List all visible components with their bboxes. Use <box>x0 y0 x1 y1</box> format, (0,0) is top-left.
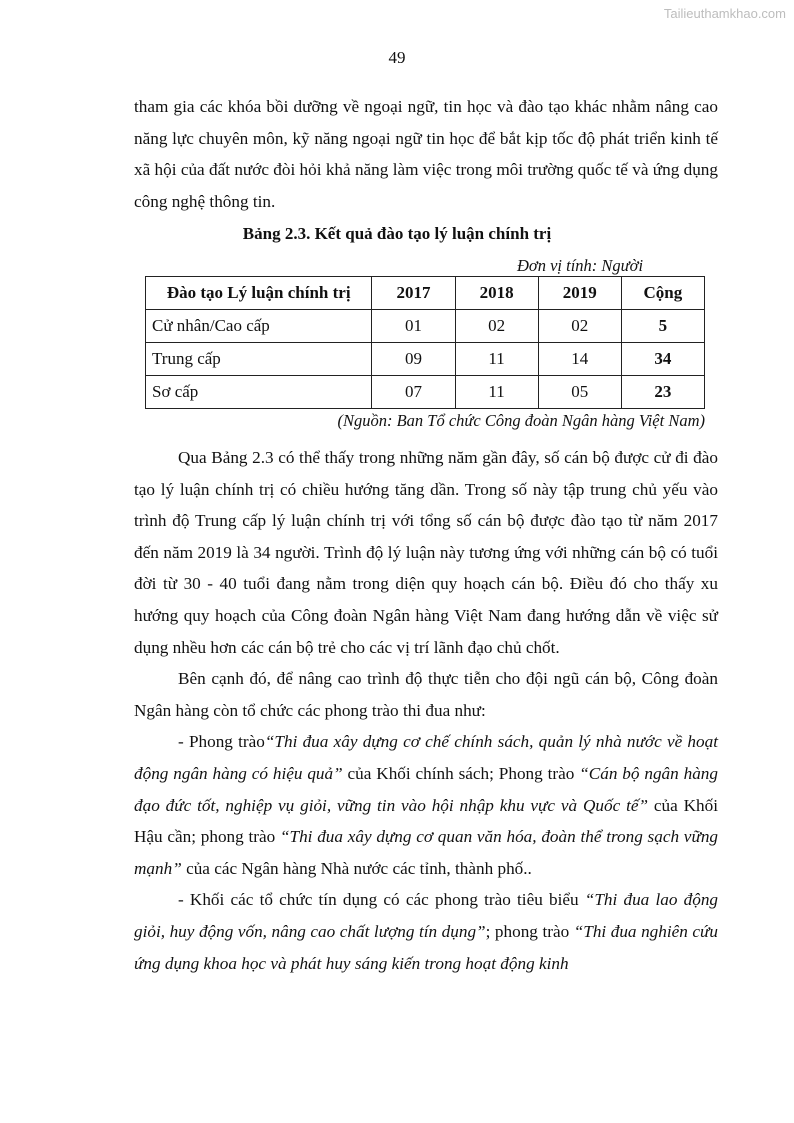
page-number: 49 <box>388 48 406 67</box>
table-row <box>146 343 705 376</box>
cell-2017: 07 <box>372 376 455 409</box>
cell-2018: 11 <box>455 376 538 409</box>
bullet2-quote-2: “Thi đua nghiên cứu ứng dụng khoa học và phát huy sáng kiến trong hoạt động kinh <box>134 921 718 973</box>
bullet1-text-2: của Khối chính sách; Phong trào <box>342 763 580 783</box>
intro-text-block <box>134 91 718 217</box>
cell-2019: 02 <box>538 310 621 343</box>
body-text-block <box>134 442 718 979</box>
table-title: Bảng 2.3. Kết quả đào tạo lý luận chính trị <box>242 224 552 243</box>
cell-2018: 11 <box>455 343 538 376</box>
table-unit: Đơn vị tính: Người <box>517 256 644 275</box>
header-total: Cộng <box>621 277 704 310</box>
header-2019: 2019 <box>538 277 621 310</box>
bullet-paragraph-1 <box>134 726 718 884</box>
training-results-table <box>145 276 705 409</box>
table-row <box>146 310 705 343</box>
cell-2017: 09 <box>372 343 455 376</box>
table-row <box>146 376 705 409</box>
bullet2-text-1: - Khối các tổ chức tín dụng có các phong trào tiêu biểu <box>178 890 585 910</box>
table-header-row <box>146 277 705 310</box>
cell-total: 34 <box>621 343 704 376</box>
bullet1-quote-2: “Cán bộ ngân hàng đạo đức tốt, nghiệp vụ giỏi, vững tin vào hội nhập khu vực và Quốc tế” <box>134 763 718 815</box>
analysis-paragraph: Qua Bảng 2.3 có thể thấy trong những năm gần đây, số cán bộ được cử đi đào tạo lý luận chính trị có chiều hướng tăng dần. Trong số này tập trung chủ yếu vào trình độ Trung cấp lý luận chính trị với tổng số cán bộ được đào tạo từ năm 2017 đến năm 2019 là 34 người. Trình độ lý luận này tương ứng với những cán bộ có tuổi đời từ 30 - 40 tuổi đang nằm trong diện quy hoạch cán bộ. Điều đó cho thấy xu hướng quy hoạch của Công đoàn Ngân hàng Việt Nam đang hướng dẫn về việc sử dụng nhều hơn các cán bộ trẻ cho các vị trí lãnh đạo chủ chốt. <box>134 448 718 657</box>
header-2018: 2018 <box>455 277 538 310</box>
header-2017: 2017 <box>372 277 455 310</box>
bullet1-quote-3: “Thi đua xây dựng cơ quan văn hóa, đoàn thể trong sạch vững mạnh” <box>134 827 719 878</box>
bullet1-text-1: - Phong trào <box>178 732 265 752</box>
cell-total: 23 <box>621 376 704 409</box>
row-label: Cử nhân/Cao cấp <box>146 310 372 343</box>
table-source: (Nguồn: Ban Tổ chức Công đoàn Ngân hàng Việt Nam) <box>337 411 705 430</box>
bullet2-text-2: ; phong trào <box>485 921 574 941</box>
row-label: Sơ cấp <box>146 376 372 409</box>
cell-2019: 14 <box>538 343 621 376</box>
bullet1-quote-1: “Thi đua xây dựng cơ chế chính sách, quản lý nhà nước về hoạt động ngân hàng có hiệu quả” <box>134 732 718 783</box>
header-category: Đào tạo Lý luận chính trị <box>146 277 372 310</box>
cell-2017: 01 <box>372 310 455 343</box>
watermark: Tailieuthamkhao.com <box>663 6 786 21</box>
bullet-paragraph-2 <box>134 884 718 979</box>
intro-paragraph: tham gia các khóa bồi dưỡng về ngoại ngữ, tin học và đào tạo khác nhằm nâng cao năng lực chuyên môn, kỹ năng ngoại ngữ tin học để bắt kịp tốc độ phát triển kinh tế xã hội của đất nước đòi hỏi khả năng làm việc trong môi trường quốc tế và ứng dụng công nghệ thông tin. <box>134 97 718 211</box>
bullet1-text-3: của Khối Hậu cần; phong trào <box>134 795 718 847</box>
row-label: Trung cấp <box>146 343 372 376</box>
cell-2019: 05 <box>538 376 621 409</box>
bullet2-quote-1: “Thi đua lao động giỏi, huy động vốn, nâng cao chất lượng tín dụng” <box>134 890 719 941</box>
bullet1-text-4: của các Ngân hàng Nhà nước các tỉnh, thành phố.. <box>181 858 532 878</box>
cell-total: 5 <box>621 310 704 343</box>
cell-2018: 02 <box>455 310 538 343</box>
besides-paragraph: Bên cạnh đó, để nâng cao trình độ thực tiễn cho đội ngũ cán bộ, Công đoàn Ngân hàng còn tổ chức các phong trào thi đua như: <box>134 669 718 720</box>
